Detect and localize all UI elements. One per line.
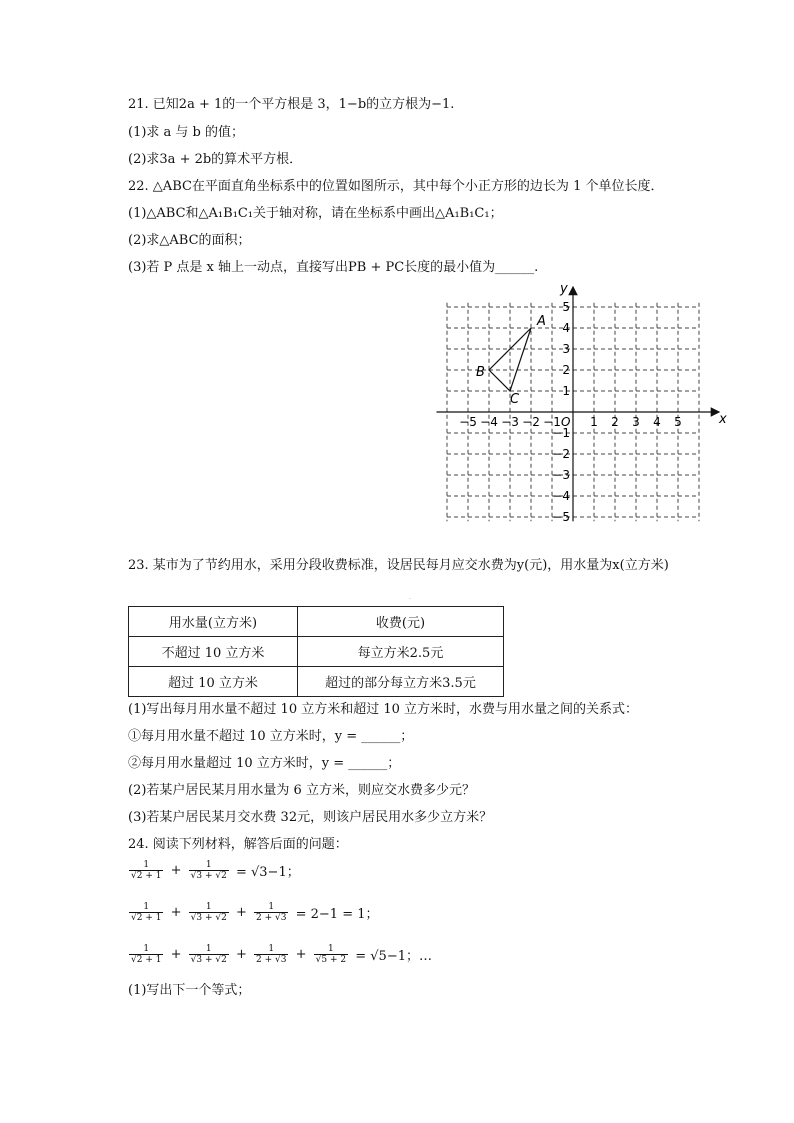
y-tick-label: −5 [552, 510, 570, 524]
table-row [129, 637, 504, 667]
x-tick-label: 2 [611, 415, 619, 429]
q23-part1b: ②每月用水量超过 10 立方米时，y = ______； [128, 756, 401, 771]
origin-label: O [561, 415, 571, 429]
q24-stem: 24. 阅读下列材料，解答后面的问题： [128, 837, 348, 852]
x-axis-label: x [718, 412, 727, 427]
fraction: $\frac{1}{√3 + √2}$ [190, 944, 227, 965]
axes [437, 288, 718, 521]
coordinate-graph [440, 281, 727, 532]
y-axis-label: y [560, 281, 568, 297]
q22-part2: (2)求△ABC的面积； [128, 233, 251, 248]
stray-dot: . [409, 594, 411, 601]
table-cell: 超过的部分每立方米3.5元 [298, 667, 504, 697]
q23-part1: (1)写出每月用水量不超过 10 立方米和超过 10 立方米时，水费与用水量之间的关系式： [128, 702, 639, 717]
x-tick-label: −1 [543, 415, 561, 429]
table-header: 用水量(立方米) [129, 607, 298, 637]
y-tick-label: 1 [562, 384, 570, 398]
table-row [129, 667, 504, 697]
fee-table [128, 606, 504, 697]
point-label: A [537, 314, 546, 329]
y-tick-label: 5 [562, 300, 570, 314]
x-tick-label: 1 [590, 415, 598, 429]
q23-part2: (2)若某户居民某月用水量为 6 立方米，则应交水费多少元？ [128, 783, 475, 798]
q22-part1: (1)△ABC和△A₁B₁C₁关于轴对称，请在坐标系中画出△A₁B₁C₁； [128, 206, 503, 221]
fraction: $\frac{1}{2 + √3}$ [256, 902, 287, 923]
table-cell: 超过 10 立方米 [129, 667, 298, 697]
equation-result: = √5−1；… [355, 949, 432, 964]
fraction: $\frac{1}{√2 + 1}$ [131, 902, 162, 923]
q22-part3: (3)若 P 点是 x 轴上一动点，直接写出PB + PC长度的最小值为______. [128, 260, 539, 275]
y-tick-label: −3 [552, 468, 570, 482]
x-tick-label: 4 [653, 415, 661, 429]
equation-result: = √3−1； [235, 865, 300, 880]
fraction: $\frac{1}{2 + √3}$ [256, 944, 287, 965]
equation-1: $\frac{1}{√2 + 1}$ + $\frac{1}{√3 + √2}$ = √3−1； [131, 860, 300, 881]
q22-stem: 22. △ABC在平面直角坐标系中的位置如图所示，其中每个小正方形的边长为 1 个单位长度． [128, 179, 664, 194]
y-tick-label: −4 [552, 489, 570, 503]
x-tick-label: −3 [501, 415, 519, 429]
table-cell: 不超过 10 立方米 [129, 637, 298, 667]
q23-part3: (3)若某户居民某月交水费 32元，则该户居民用水多少立方米？ [128, 810, 493, 825]
equation-3: $\frac{1}{√2 + 1}$ + $\frac{1}{√3 + √2}$ + $\frac{1}{2 + √3}$ + $\frac{1}{√5 + 2}$ = √5−1；… [131, 944, 432, 965]
x-tick-label: 5 [674, 415, 682, 429]
q23-stem: 23. 某市为了节约用水，采用分段收费标准，设居民每月应交水费为y(元)，用水量为x(立方米) [128, 558, 669, 573]
x-tick-label: 3 [632, 415, 640, 429]
equation-result: = 2−1 = 1； [295, 907, 379, 922]
y-tick-label: −2 [552, 447, 570, 461]
x-tick-label: −4 [480, 415, 498, 429]
fraction: $\frac{1}{√2 + 1}$ [131, 860, 162, 881]
table-header: 收费(元) [298, 607, 504, 637]
equation-2: $\frac{1}{√2 + 1}$ + $\frac{1}{√3 + √2}$ + $\frac{1}{2 + √3}$ = 2−1 = 1； [131, 902, 379, 923]
x-tick-label: −2 [522, 415, 540, 429]
point-label: B [476, 365, 485, 380]
q21-part2: (2)求3a + 2b的算术平方根． [128, 152, 303, 167]
q23-part1a: ①每月用水量不超过 10 立方米时，y = ______； [128, 729, 414, 744]
y-tick-label: 2 [562, 363, 570, 377]
fraction: $\frac{1}{√5 + 2}$ [315, 944, 347, 965]
q21-stem: 21. 已知2a + 1的一个平方根是 3，1−b的立方根为−1. [128, 97, 455, 112]
table-header-row [129, 607, 504, 637]
point-label: C [510, 392, 520, 407]
x-tick-label: −5 [459, 415, 477, 429]
y-tick-label: 3 [562, 342, 570, 356]
y-tick-label: −1 [552, 426, 570, 440]
fraction: $\frac{1}{√3 + √2}$ [190, 902, 227, 923]
y-tick-label: 4 [562, 321, 570, 335]
table-cell: 每立方米2.5元 [298, 637, 504, 667]
q21-part1: (1)求 a 与 b 的值； [128, 125, 245, 140]
fraction: $\frac{1}{√3 + √2}$ [190, 860, 227, 881]
q24-part1: (1)写出下一个等式； [128, 983, 251, 998]
fraction: $\frac{1}{√2 + 1}$ [131, 944, 162, 965]
